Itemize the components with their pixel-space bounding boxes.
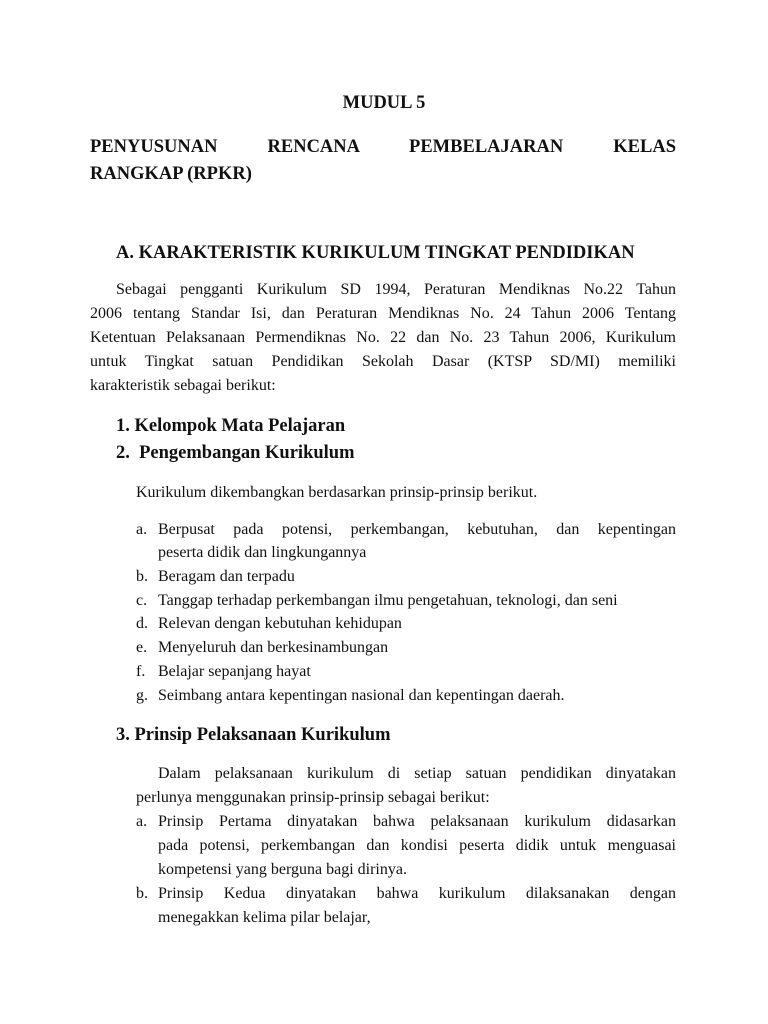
list-item: Prinsip Kedua dinyatakan bahwa kurikulum dilaksanakan dengan bbox=[158, 885, 676, 902]
sub2-intro: Kurikulum dikembangkan berdasarkan prinsip-prinsip berikut. bbox=[136, 484, 538, 501]
subheading-1: 1. Kelompok Mata Pelajaran bbox=[116, 416, 346, 436]
list-marker: e. bbox=[136, 639, 148, 656]
list-item: Berpusat pada potensi, perkembangan, kebutuhan, dan kepentingan bbox=[158, 521, 676, 538]
list-marker: f. bbox=[136, 663, 146, 680]
list-item: Menyeluruh dan berkesinambungan bbox=[158, 639, 389, 656]
paragraph-line: Sebagai pengganti Kurikulum SD 1994, Peraturan Mendiknas No.22 Tahun bbox=[116, 281, 676, 298]
document-subtitle: PENYUSUNAN RENCANA PEMBELAJARAN KELAS bbox=[90, 137, 676, 157]
list-item: Belajar sepanjang hayat bbox=[158, 663, 311, 680]
list-marker: b. bbox=[136, 568, 148, 585]
list-marker: a. bbox=[136, 521, 148, 538]
list-marker: a. bbox=[136, 813, 148, 830]
sub3-intro: Dalam pelaksanaan kurikulum di setiap satuan pendidikan dinyatakan bbox=[158, 765, 676, 782]
subheading-2: 2. Pengembangan Kurikulum bbox=[116, 443, 355, 463]
list-item: peserta didik dan lingkungannya bbox=[158, 544, 367, 561]
list-item: Tanggap terhadap perkembangan ilmu pengetahuan, teknologi, dan seni bbox=[158, 592, 618, 609]
list-marker: d. bbox=[136, 615, 148, 632]
list-item: Prinsip Pertama dinyatakan bahwa pelaksanaan kurikulum didasarkan bbox=[158, 813, 676, 830]
list-item: kompetensi yang berguna bagi dirinya. bbox=[158, 861, 407, 878]
subheading-3: 3. Prinsip Pelaksanaan Kurikulum bbox=[116, 725, 391, 745]
paragraph-line: Ketentuan Pelaksanaan Permendiknas No. 22 dan No. 23 Tahun 2006, Kurikulum bbox=[90, 329, 676, 346]
list-marker: c. bbox=[136, 592, 148, 609]
paragraph-line: karakteristik sebagai berikut: bbox=[90, 377, 276, 394]
document-subtitle: RANGKAP (RPKR) bbox=[90, 164, 252, 184]
list-item: Relevan dengan kebutuhan kehidupan bbox=[158, 615, 402, 632]
paragraph-line: 2006 tentang Standar Isi, dan Peraturan Mendiknas No. 24 Tahun 2006 Tentang bbox=[90, 305, 676, 322]
list-item: Seimbang antara kepentingan nasional dan kepentingan daerah. bbox=[158, 687, 565, 704]
sub3-intro: perlunya menggunakan prinsip-prinsip sebagai berikut: bbox=[136, 789, 490, 806]
list-item: pada potensi, perkembangan dan kondisi peserta didik untuk menguasai bbox=[158, 837, 676, 854]
document-title: MUDUL 5 bbox=[342, 93, 426, 113]
list-marker: b. bbox=[136, 885, 148, 902]
list-marker: g. bbox=[136, 687, 148, 704]
section-a-heading: A. KARAKTERISTIK KURIKULUM TINGKAT PENDIDIKAN bbox=[116, 243, 635, 263]
list-item: Beragam dan terpadu bbox=[158, 568, 295, 585]
list-item: menegakkan kelima pilar belajar, bbox=[158, 909, 371, 926]
paragraph-line: untuk Tingkat satuan Pendidikan Sekolah Dasar (KTSP SD/MI) memiliki bbox=[90, 353, 676, 370]
